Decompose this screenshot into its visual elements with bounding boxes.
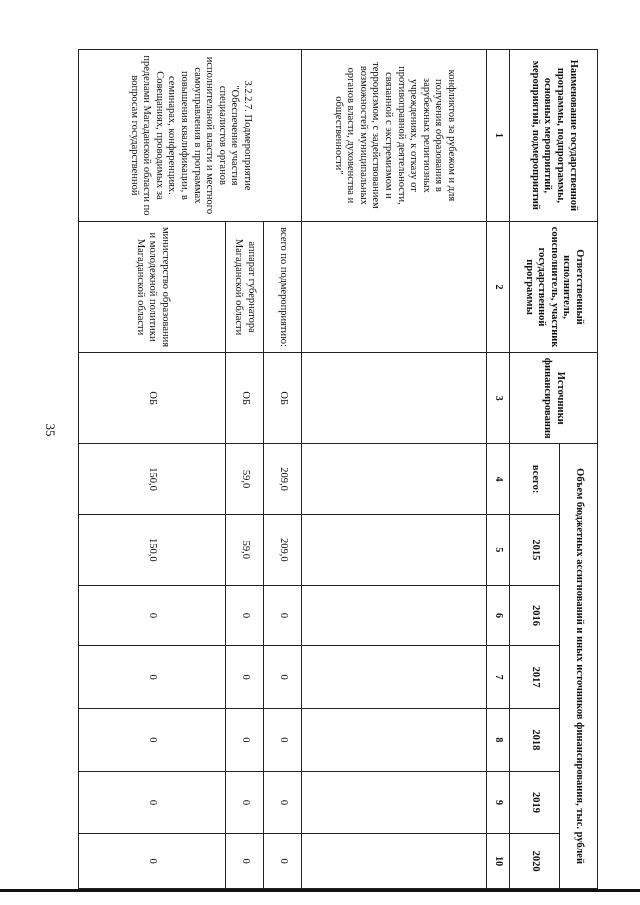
funding-table-sheet [78,49,598,889]
column-number: 10 [487,834,510,889]
value-2020-cell: 0 [226,834,264,889]
source-cell: ОБ [264,353,302,444]
continuation-text: конфликтов за рубежом и для получения образования в зарубежных религиозных учреждениях, к отказу от противоправной деятельности, связанной с экстремизмом и терроризмом, с задействованием возможностей муниципальных органов власти, духовенства и общественности" [302,50,487,222]
column-number: 3 [487,353,510,444]
value-2016-cell: 0 [79,585,226,646]
empty-cell [302,353,487,444]
header-sources: Источники финансирования [510,353,598,444]
value-2017-cell: 0 [79,646,226,709]
column-number: 2 [487,221,510,352]
table-row [264,50,302,889]
value-2020-cell: 0 [79,834,226,889]
empty-cell [302,444,487,515]
total-cell: 59,0 [226,444,264,515]
column-number: 6 [487,585,510,646]
value-2017-cell: 0 [226,646,264,709]
empty-cell [302,646,487,709]
responsible-cell: министерство образования и молодежной политики Магаданской области [79,221,226,352]
value-2018-cell: 0 [226,709,264,772]
bottom-rule [0,889,640,892]
continuation-row [302,50,487,889]
header-total: всего: [510,444,560,515]
empty-cell [302,221,487,352]
value-2017-cell: 0 [264,646,302,709]
header-name: Наименование государственной программы, подпрограммы, основных мероприятий, мероприятий, подмероприятий [510,50,598,222]
column-number: 9 [487,771,510,834]
responsible-cell: аппарат губернатора Магаданской области [226,221,264,352]
total-cell: 150,0 [79,444,226,515]
value-2020-cell: 0 [264,834,302,889]
column-number: 1 [487,50,510,222]
source-cell: ОБ [79,353,226,444]
value-2016-cell: 0 [264,585,302,646]
header-year-2015: 2015 [510,514,560,585]
empty-cell [302,514,487,585]
header-year-2019: 2019 [510,771,560,834]
value-2015-cell: 209,0 [264,514,302,585]
subevent-name: 3.2.2.7. Подмероприятие "Обеспечение участия специалистов органов исполнительной власти и местного самоуправления в программах повышения квалификации, в семинарах, конференциях. Совещаниях, проводимых за пределами Магаданской области по вопросам государственной [79,50,302,222]
value-2015-cell: 59,0 [226,514,264,585]
value-2018-cell: 0 [79,709,226,772]
value-2019-cell: 0 [79,771,226,834]
funding-table [78,49,598,889]
header-year-2020: 2020 [510,834,560,889]
column-number: 8 [487,709,510,772]
value-2018-cell: 0 [264,709,302,772]
empty-cell [302,834,487,889]
column-number: 7 [487,646,510,709]
page-number: 35 [43,423,58,437]
column-number-row [487,50,510,889]
value-2019-cell: 0 [264,771,302,834]
total-cell: 209,0 [264,444,302,515]
header-year-2016: 2016 [510,585,560,646]
value-2016-cell: 0 [226,585,264,646]
empty-cell [302,709,487,772]
header-responsible: Ответственный исполнитель, соисполнитель, участник государственной программы [510,221,598,352]
value-2015-cell: 150,0 [79,514,226,585]
header-year-2017: 2017 [510,646,560,709]
header-funding-group: Объем бюджетных ассигнований и иных источников финансирования, тыс. рублей [560,444,598,889]
empty-cell [302,585,487,646]
empty-cell [302,771,487,834]
value-2019-cell: 0 [226,771,264,834]
responsible-cell: всего по подмероприятию: [264,221,302,352]
column-number: 4 [487,444,510,515]
header-year-2018: 2018 [510,709,560,772]
source-cell: ОБ [226,353,264,444]
column-number: 5 [487,514,510,585]
